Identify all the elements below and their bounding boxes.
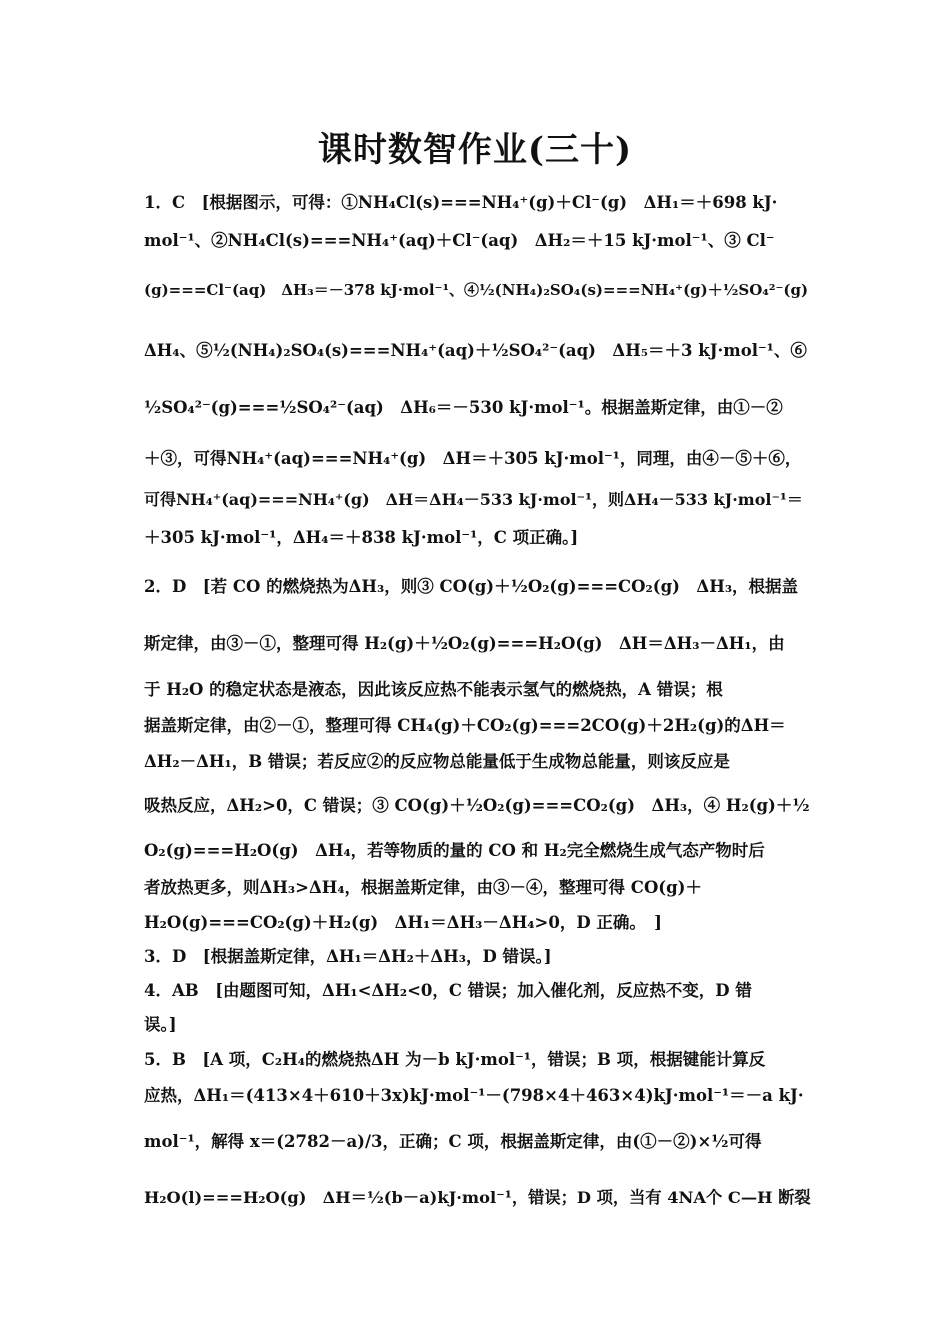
q1-line-1: 1．C [根据图示，可得：①NH₄Cl(s)===NH₄⁺(g)＋Cl⁻(g) ΔH₁＝＋698 kJ· — [144, 193, 778, 212]
q1-line-8: ＋305 kJ·mol⁻¹，ΔH₄＝＋838 kJ·mol⁻¹，C 项正确。] — [144, 528, 579, 547]
q1-line-6: ＋③，可得NH₄⁺(aq)===NH₄⁺(g) ΔH＝＋305 kJ·mol⁻¹，同理，由④－⑤＋⑥， — [144, 449, 802, 468]
q2-line-2: 斯定律，由③－①，整理可得 H₂(g)＋½O₂(g)===H₂O(g) ΔH＝ΔH₃－ΔH₁，由 — [144, 634, 785, 653]
q2-line-9: H₂O(g)===CO₂(g)＋H₂(g) ΔH₁＝ΔH₃－ΔH₄>0，D 正确。 ] — [144, 913, 662, 932]
q1-line-4: ΔH₄、⑤½(NH₄)₂SO₄(s)===NH₄⁺(aq)＋½SO₄²⁻(aq) ΔH₅＝＋3 kJ·mol⁻¹、⑥ — [144, 341, 807, 360]
q2-line-5: ΔH₂－ΔH₁，B 错误；若反应②的反应物总能量低于生成物总能量，则该反应是 — [144, 752, 730, 771]
q3-line-1: 3．D [根据盖斯定律，ΔH₁＝ΔH₂＋ΔH₃，D 错误。] — [144, 947, 552, 966]
q2-line-1: 2．D [若 CO 的燃烧热为ΔH₃，则③ CO(g)＋½O₂(g)===CO₂(g) ΔH₃，根据盖 — [144, 577, 799, 596]
q5-line-3: mol⁻¹，解得 x＝(2782－a)/3，正确；C 项，根据盖斯定律，由(①－②)×½可得 — [144, 1132, 762, 1151]
q2-line-7: O₂(g)===H₂O(g) ΔH₄，若等物质的量的 CO 和 H₂完全燃烧生成气态产物时后 — [144, 841, 765, 860]
q1-line-5: ½SO₄²⁻(g)===½SO₄²⁻(aq) ΔH₆＝－530 kJ·mol⁻¹。根据盖斯定律，由①－② — [144, 398, 783, 417]
q4-line-2: 误。] — [144, 1015, 177, 1034]
q4-line-1: 4．AB [由题图可知，ΔH₁<ΔH₂<0，C 错误；加入催化剂，反应热不变，D 错 — [144, 981, 752, 1000]
q2-line-8: 者放热更多，则ΔH₃>ΔH₄，根据盖斯定律，由③－④，整理可得 CO(g)＋ — [144, 878, 702, 897]
q5-line-4: H₂O(l)===H₂O(g) ΔH＝½(b－a)kJ·mol⁻¹，错误；D 项，当有 4NA个 C—H 断裂 — [144, 1188, 811, 1207]
q5-line-2: 应热，ΔH₁＝(413×4＋610＋3x)kJ·mol⁻¹－(798×4＋463×4)kJ·mol⁻¹＝－a kJ· — [144, 1086, 804, 1105]
q5-line-1: 5．B [A 项，C₂H₄的燃烧热ΔH 为－b kJ·mol⁻¹，错误；B 项，根据键能计算反 — [144, 1050, 766, 1069]
q1-line-7: 可得NH₄⁺(aq)===NH₄⁺(g) ΔH＝ΔH₄－533 kJ·mol⁻¹，则ΔH₄－533 kJ·mol⁻¹＝ — [144, 489, 803, 509]
q2-line-6: 吸热反应，ΔH₂>0，C 错误；③ CO(g)＋½O₂(g)===CO₂(g) ΔH₃，④ H₂(g)＋½ — [144, 796, 810, 815]
q1-line-2: mol⁻¹、②NH₄Cl(s)===NH₄⁺(aq)＋Cl⁻(aq) ΔH₂＝＋15 kJ·mol⁻¹、③ Cl⁻ — [144, 231, 775, 250]
q1-line-3: (g)===Cl⁻(aq) ΔH₃＝－378 kJ·mol⁻¹、④½(NH₄)₂SO₄(s)===NH₄⁺(g)＋½SO₄²⁻(g) — [144, 280, 809, 299]
page-title: 课时数智作业(三十) — [317, 130, 633, 170]
q2-line-3: 于 H₂O 的稳定状态是液态，因此该反应热不能表示氢气的燃烧热，A 错误；根 — [144, 680, 723, 699]
answer-content — [144, 182, 812, 1224]
q2-line-4: 据盖斯定律，由②－①，整理可得 CH₄(g)＋CO₂(g)===2CO(g)＋2H₂(g)的ΔH＝ — [144, 716, 786, 735]
